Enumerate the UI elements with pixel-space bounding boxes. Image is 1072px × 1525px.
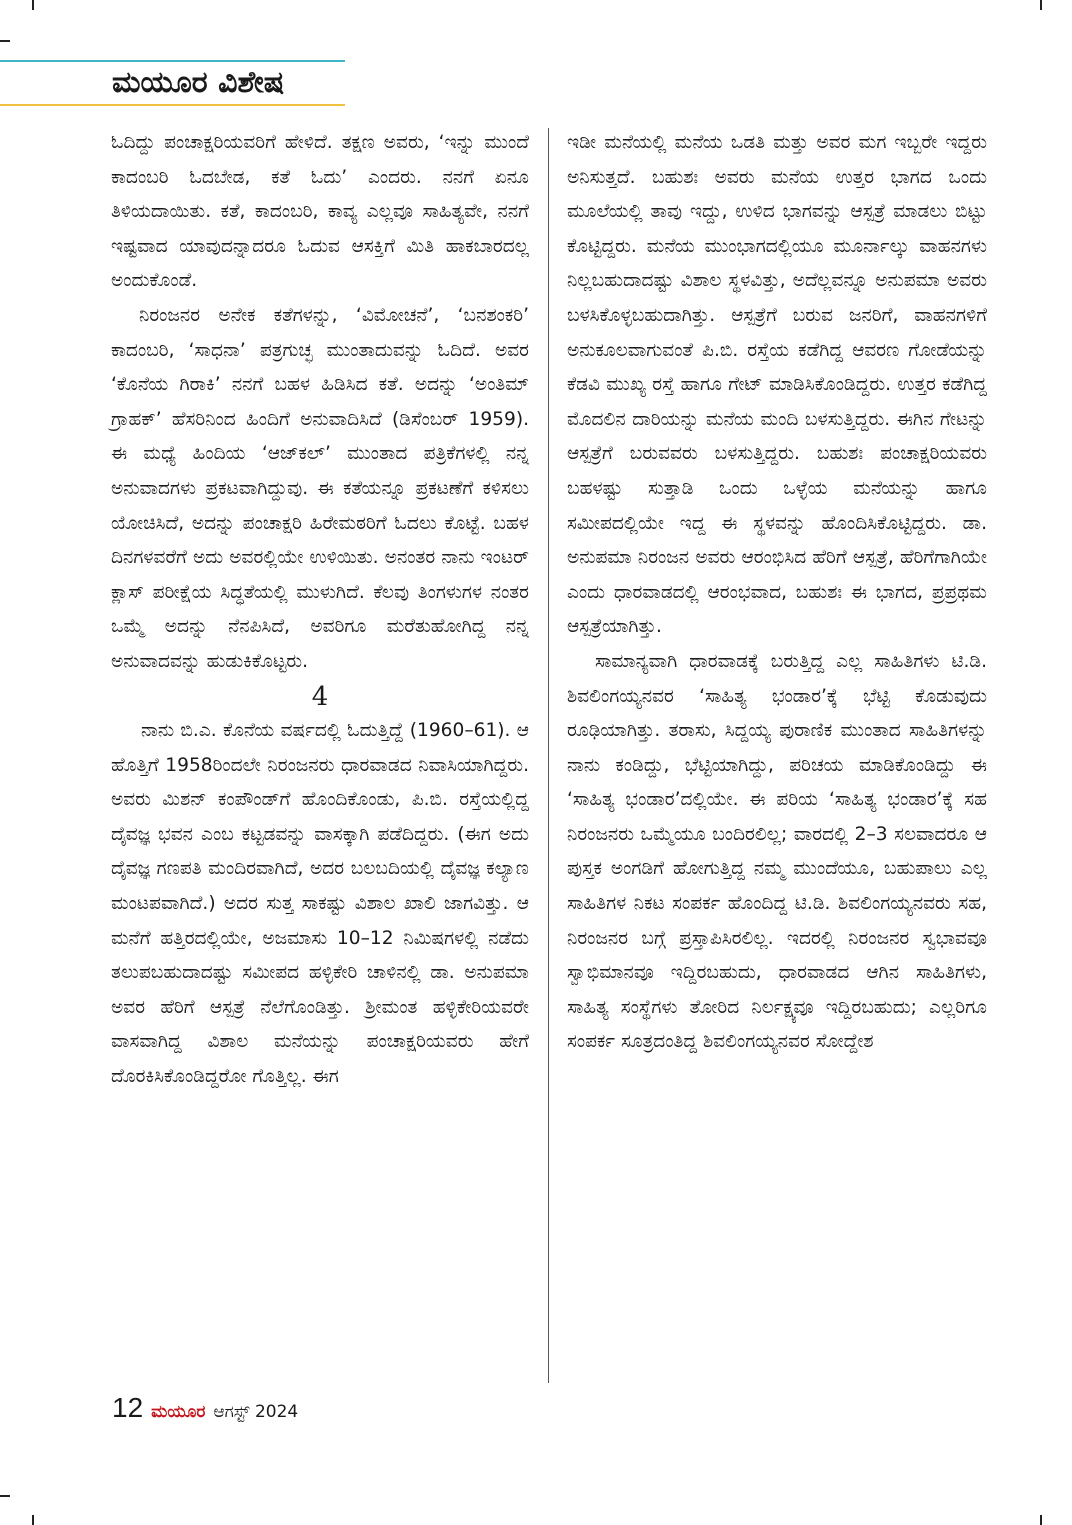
crop-mark: [32, 0, 34, 10]
page-footer: [112, 1392, 298, 1428]
header-rule-yellow: [0, 104, 345, 106]
paragraph: ಇಡೀ ಮನೆಯಲ್ಲಿ ಮನೆಯ ಒಡತಿ ಮತ್ತು ಅವರ ಮಗ ಇಬ್ಬರೇ ಇದ್ದರು ಅನಿಸುತ್ತದೆ. ಬಹುಶಃ ಅವರು ಮನೆಯ ಉತ್ತರ ಭಾಗದ ಒಂದು ಮೂಲೆಯಲ್ಲಿ ತಾವು ಇದ್ದು, ಉಳಿದ ಭಾಗವನ್ನು ಆಸ್ಪತ್ರೆ ಮಾಡಲು ಬಿಟ್ಟು ಕೊಟ್ಟಿದ್ದರು. ಮನೆಯ ಮುಂಭಾಗದಲ್ಲಿಯೂ ಮೂರ್ನಾಲ್ಕು ವಾಹನಗಳು ನಿಲ್ಲಬಹುದಾದಷ್ಟು ವಿಶಾಲ ಸ್ಥಳವಿತ್ತು, ಅದೆಲ್ಲವನ್ನೂ ಅನುಪಮಾ ಅವರು ಬಳಸಿಕೊಳ್ಳಬಹುದಾಗಿತ್ತು. ಆಸ್ಪತ್ರೆಗೆ ಬರುವ ಜನರಿಗೆ, ವಾಹನಗಳಿಗೆ ಅನುಕೂಲವಾಗುವಂತೆ ಪಿ.ಬಿ. ರಸ್ತೆಯ ಕಡೆಗಿದ್ದ ಆವರಣ ಗೋಡೆಯನ್ನು ಕೆಡವಿ ಮುಖ್ಯ ರಸ್ತೆ ಹಾಗೂ ಗೇಟ್ ಮಾಡಿಸಿಕೊಂಡಿದ್ದರು. ಉತ್ತರ ಕಡೆಗಿದ್ದ ಮೊದಲಿನ ದಾರಿಯನ್ನು ಮನೆಯ ಮಂದಿ ಬಳಸುತ್ತಿದ್ದರು. ಈಗಿನ ಗೇಟನ್ನು ಆಸ್ಪತ್ರೆಗೆ ಬರುವವರು ಬಳಸುತ್ತಿದ್ದರು. ಬಹುಶಃ ಪಂಚಾಕ್ಷರಿಯವರು ಬಹಳಷ್ಟು ಸುತ್ತಾಡಿ ಒಂದು ಒಳ್ಳೆಯ ಮನೆಯನ್ನು ಹಾಗೂ ಸಮೀಪದಲ್ಲಿಯೇ ಇದ್ದ ಈ ಸ್ಥಳವನ್ನು ಹೊಂದಿಸಿಕೊಟ್ಟಿದ್ದರು. ಡಾ. ಅನುಪಮಾ ನಿರಂಜನ ಅವರು ಆರಂಭಿಸಿದ ಹೆರಿಗೆ ಆಸ್ಪತ್ರೆ, ಹೆರಿಗೆಗಾಗಿಯೇ ಎಂದು ಧಾರವಾಡದಲ್ಲಿ ಆರಂಭವಾದ, ಬಹುಶಃ ಈ ಭಾಗದ, ಪ್ರಪ್ರಥಮ ಆಸ್ಪತ್ರೆಯಾಗಿತ್ತು.: [567, 132, 987, 638]
crop-mark: [0, 40, 10, 42]
crop-mark: [0, 1495, 10, 1497]
section-number: 4: [311, 681, 329, 712]
crop-mark: [32, 1515, 34, 1525]
section-title: ಮಯೂರ ವಿಶೇಷ: [112, 65, 285, 100]
paragraph: ಸಾಮಾನ್ಯವಾಗಿ ಧಾರವಾಡಕ್ಕೆ ಬರುತ್ತಿದ್ದ ಎಲ್ಲ ಸಾಹಿತಿಗಳು ಟಿ.ಡಿ. ಶಿವಲಿಂಗಯ್ಯನವರ ‘ಸಾಹಿತ್ಯ ಭಂಡಾರ’ಕ್ಕೆ ಭೆಟ್ಟಿ ಕೊಡುವುದು ರೂಢಿಯಾಗಿತ್ತು. ತರಾಸು, ಸಿದ್ದಯ್ಯ ಪುರಾಣಿಕ ಮುಂತಾದ ಸಾಹಿತಿಗಳನ್ನು ನಾನು ಕಂಡಿದ್ದು, ಭೆಟ್ಟಿಯಾಗಿದ್ದು, ಪರಿಚಯ ಮಾಡಿಕೊಂಡಿದ್ದು ಈ ‘ಸಾಹಿತ್ಯ ಭಂಡಾರ’ದಲ್ಲಿಯೇ. ಈ ಪರಿಯ ‘ಸಾಹಿತ್ಯ ಭಂಡಾರ’ಕ್ಕೆ ಸಹ ನಿರಂಜನರು ಒಮ್ಮೆಯೂ ಬಂದಿರಲಿಲ್ಲ; ವಾರದಲ್ಲಿ 2–3 ಸಲವಾದರೂ ಆ ಪುಸ್ತಕ ಅಂಗಡಿಗೆ ಹೋಗುತ್ತಿದ್ದ ನಮ್ಮ ಮುಂದೆಯೂ, ಬಹುಪಾಲು ಎಲ್ಲ ಸಾಹಿತಿಗಳ ನಿಕಟ ಸಂಪರ್ಕ ಹೊಂದಿದ್ದ ಟಿ.ಡಿ. ಶಿವಲಿಂಗಯ್ಯನವರು ಸಹ, ನಿರಂಜನರ ಬಗ್ಗೆ ಪ್ರಸ್ತಾಪಿಸಿರಲಿಲ್ಲ. ಇದರಲ್ಲಿ ನಿರಂಜನರ ಸ್ವಭಾವವೂ ಸ್ವಾಭಿಮಾನವೂ ಇದ್ದಿರಬಹುದು, ಧಾರವಾಡದ ಆಗಿನ ಸಾಹಿತಿಗಳು, ಸಾಹಿತ್ಯ ಸಂಸ್ಥೆಗಳು ತೋರಿದ ನಿರ್ಲಕ್ಷ್ಯವೂ ಇದ್ದಿರಬಹುದು; ಎಲ್ಲರಿಗೂ ಸಂಪರ್ಕ ಸೂತ್ರದಂತಿದ್ದ ಶಿವಲಿಂಗಯ್ಯನವರ ಸೋದ್ದೇಶ: [567, 650, 987, 1053]
crop-mark: [1040, 1515, 1042, 1525]
issue-date: ಆಗಸ್ಟ್ 2024: [213, 1402, 299, 1422]
paragraph: ನಾನು ಬಿ.ಎ. ಕೊನೆಯ ವರ್ಷದಲ್ಲಿ ಓದುತ್ತಿದ್ದೆ (1960–61). ಆ ಹೊತ್ತಿಗೆ 1958ರಿಂದಲೇ ನಿರಂಜನರು ಧಾರವಾಡದ ನಿವಾಸಿಯಾಗಿದ್ದರು. ಅವರು ಮಿಶನ್ ಕಂಪೌಂಡ್‌ಗೆ ಹೊಂದಿಕೊಂಡು, ಪಿ.ಬಿ. ರಸ್ತೆಯಲ್ಲಿದ್ದ ದೈವಜ್ಞ ಭವನ ಎಂಬ ಕಟ್ಟಡವನ್ನು ವಾಸಕ್ಕಾಗಿ ಪಡೆದಿದ್ದರು. (ಈಗ ಅದು ದೈವಜ್ಞ ಗಣಪತಿ ಮಂದಿರವಾಗಿದೆ, ಅದರ ಬಲಬದಿಯಲ್ಲಿ ದೈವಜ್ಞ ಕಲ್ಯಾಣ ಮಂಟಪವಾಗಿದೆ.) ಅದರ ಸುತ್ತ ಸಾಕಷ್ಟು ವಿಶಾಲ ಖಾಲಿ ಜಾಗವಿತ್ತು. ಆ ಮನೆಗೆ ಹತ್ತಿರದಲ್ಲಿಯೇ, ಅಜಮಾಸು 10–12 ನಿಮಿಷಗಳಲ್ಲಿ ನಡೆದು ತಲುಪಬಹುದಾದಷ್ಟು ಸಮೀಪದ ಹಳ್ಳಿಕೇರಿ ಚಾಳಿನಲ್ಲಿ ಡಾ. ಅನುಪಮಾ ಅವರ ಹೆರಿಗೆ ಆಸ್ಪತ್ರೆ ನೆಲೆಗೊಂಡಿತ್ತು. ಶ್ರೀಮಂತ ಹಳ್ಳಿಕೇರಿಯವರೇ ವಾಸವಾಗಿದ್ದ ವಿಶಾಲ ಮನೆಯನ್ನು ಪಂಚಾಕ್ಷರಿಯವರು ಹೇಗೆ ದೊರಕಿಸಿಕೊಂಡಿದ್ದರೋ ಗೊತ್ತಿಲ್ಲ. ಈಗ: [111, 720, 529, 1088]
header-rule-teal: [0, 60, 345, 62]
page-number: 12: [112, 1392, 144, 1423]
left-column: [111, 126, 529, 1095]
column-divider: [548, 128, 549, 1383]
paragraph: ಓದಿದ್ದು ಪಂಚಾಕ್ಷರಿಯವರಿಗೆ ಹೇಳಿದೆ. ತಕ್ಷಣ ಅವರು, ‘ಇನ್ನು ಮುಂದೆ ಕಾದಂಬರಿ ಓದಬೇಡ, ಕತೆ ಓದು’ ಎಂದರು. ನನಗೆ ಏನೂ ತಿಳಿಯದಾಯಿತು. ಕತೆ, ಕಾದಂಬರಿ, ಕಾವ್ಯ ಎಲ್ಲವೂ ಸಾಹಿತ್ಯವೇ, ನನಗೆ ಇಷ್ಟವಾದ ಯಾವುದನ್ನಾದರೂ ಓದುವ ಆಸಕ್ತಿಗೆ ಮಿತಿ ಹಾಕಬಾರದಲ್ಲ ಅಂದುಕೊಂಡೆ.: [111, 132, 529, 292]
paragraph: ನಿರಂಜನರ ಅನೇಕ ಕತೆಗಳನ್ನು, ‘ವಿಮೋಚನೆ’, ‘ಬನಶಂಕರಿ’ ಕಾದಂಬರಿ, ‘ಸಾಧನಾ’ ಪತ್ರಗುಚ್ಛ ಮುಂತಾದುವನ್ನು ಓದಿದೆ. ಅವರ ‘ಕೊನೆಯ ಗಿರಾಕಿ’ ನನಗೆ ಬಹಳ ಹಿಡಿಸಿದ ಕತೆ. ಅದನ್ನು ‘ಅಂತಿಮ್ ಗ್ರಾಹಕ್’ ಹೆಸರಿನಿಂದ ಹಿಂದಿಗೆ ಅನುವಾದಿಸಿದೆ (ಡಿಸೆಂಬರ್ 1959). ಈ ಮಧ್ಯೆ ಹಿಂದಿಯ ‘ಆಜ್‌ಕಲ್’ ಮುಂತಾದ ಪತ್ರಿಕೆಗಳಲ್ಲಿ ನನ್ನ ಅನುವಾದಗಳು ಪ್ರಕಟವಾಗಿದ್ದುವು. ಈ ಕತೆಯನ್ನೂ ಪ್ರಕಟಣೆಗೆ ಕಳಿಸಲು ಯೋಚಿಸಿದೆ, ಅದನ್ನು ಪಂಚಾಕ್ಷರಿ ಹಿರೇಮಠರಿಗೆ ಓದಲು ಕೊಟ್ಟೆ. ಬಹಳ ದಿನಗಳವರೆಗೆ ಅದು ಅವರಲ್ಲಿಯೇ ಉಳಿಯಿತು. ಅನಂತರ ನಾನು ಇಂಟರ್ ಕ್ಲಾಸ್ ಪರೀಕ್ಷೆಯ ಸಿದ್ಧತೆಯಲ್ಲಿ ಮುಳುಗಿದೆ. ಕೆಲವು ತಿಂಗಳುಗಳ ನಂತರ ಒಮ್ಮೆ ಅದನ್ನು ನೆನಪಿಸಿದೆ, ಅವರಿಗೂ ಮರೆತುಹೋಗಿದ್ದ ನನ್ನ ಅನುವಾದವನ್ನು ಹುಡುಕಿಕೊಟ್ಟರು.: [111, 304, 529, 672]
crop-mark: [1040, 0, 1042, 10]
magazine-logo: ಮಯೂರ: [151, 1402, 206, 1422]
right-column: [567, 126, 987, 1060]
